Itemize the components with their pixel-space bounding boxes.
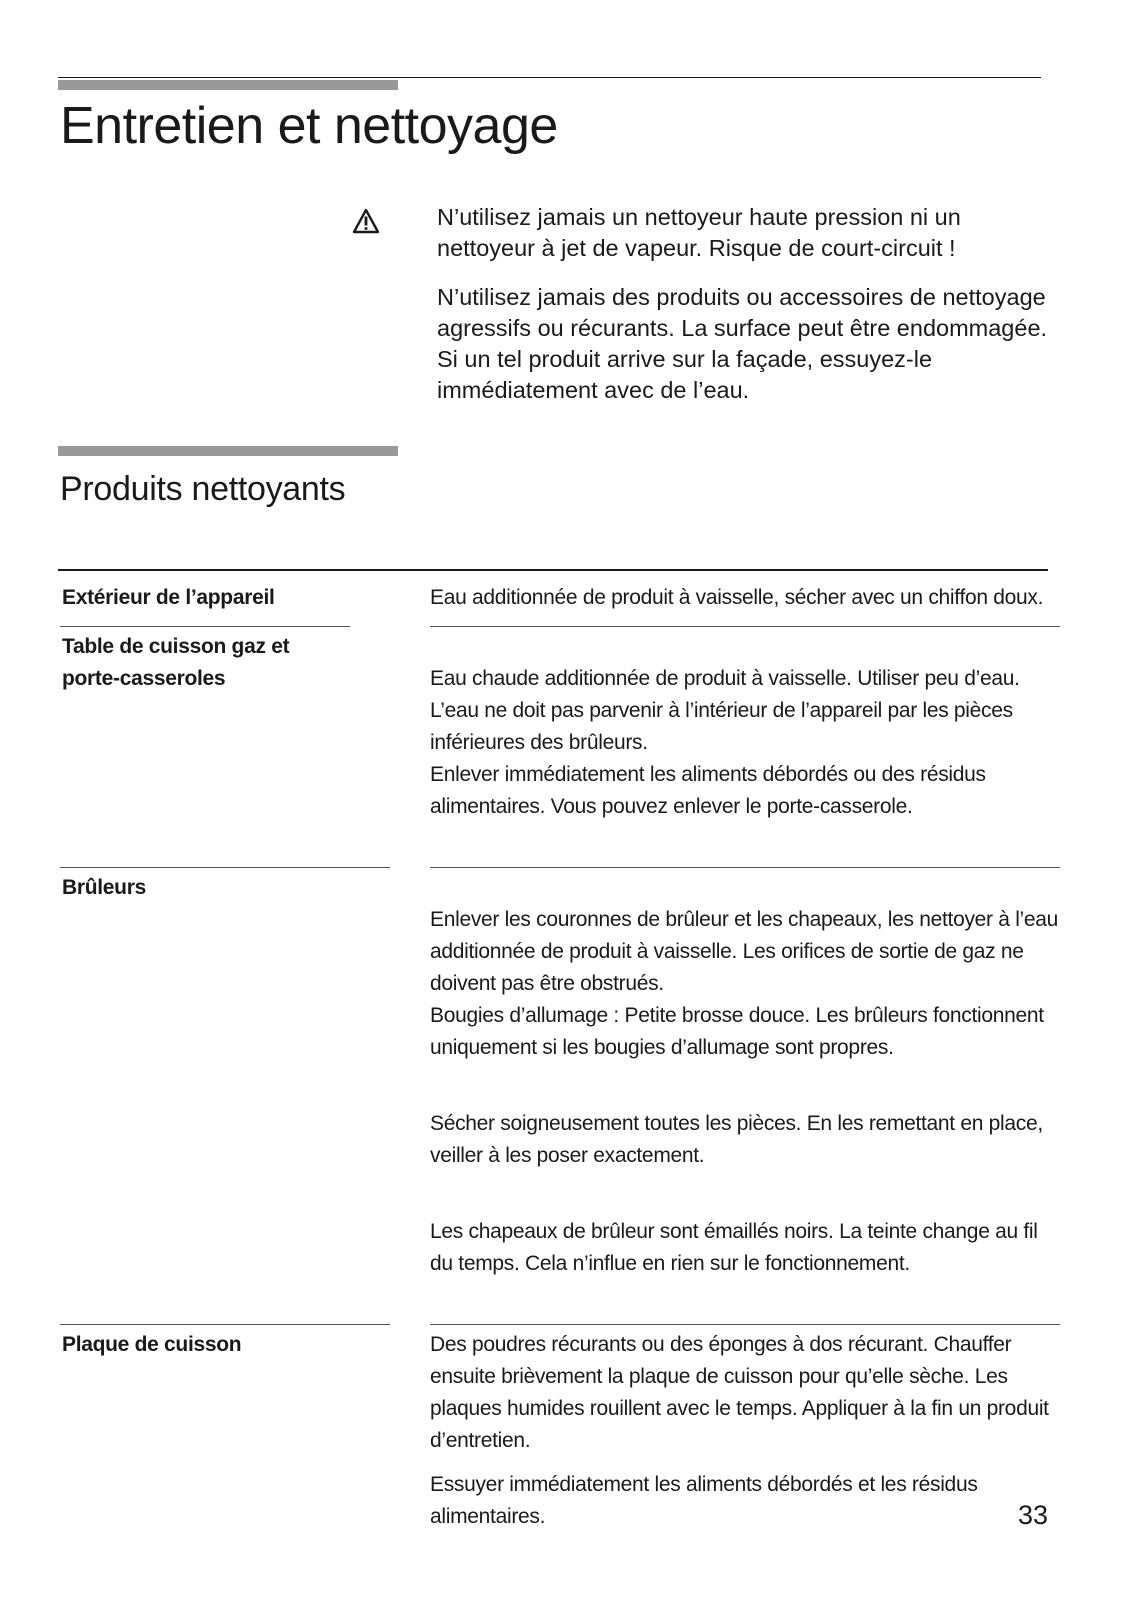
row-description	[430, 626, 1060, 867]
row-paragraph: Sécher soigneusement toutes les pièces. En les remettant en place, veiller à les poser exactement.	[430, 1112, 1043, 1167]
row-paragraph: Essuyer immédiatement les aliments débordés et les résidus alimentaires.	[430, 1473, 978, 1528]
page-number: 33	[1017, 1500, 1048, 1530]
row-label: Brûleurs	[60, 867, 390, 1324]
row-paragraph: Les chapeaux de brûleur sont émaillés noirs. La teinte change au fil du temps. Cela n’influe en rien sur le fonctionnement.	[430, 1220, 1038, 1275]
table-row	[60, 626, 1060, 867]
section-title: Produits nettoyants	[60, 470, 346, 508]
cleaning-products-table	[60, 578, 1060, 1545]
row-description	[430, 1324, 1060, 1545]
warning-block	[437, 202, 1057, 424]
table-top-rule	[58, 569, 1048, 571]
row-label: Table de cuisson gaz et porte-casseroles	[60, 626, 350, 867]
page-title: Entretien et nettoyage	[60, 97, 558, 155]
title-rule	[58, 77, 1041, 78]
warning-paragraph: N’utilisez jamais des produits ou accessoires de nettoyage agressifs ou récurants. La surface peut être endommagée. Si un tel produit arrive sur la façade, essuyez-le immédiatement avec de l’eau.	[437, 284, 1048, 403]
section-accent-bar	[58, 446, 398, 456]
row-label: Plaque de cuisson	[60, 1324, 390, 1545]
warning-triangle-icon	[352, 208, 380, 234]
row-description	[430, 867, 1060, 1324]
row-label: Extérieur de l’appareil	[62, 586, 275, 609]
table-row	[60, 867, 1060, 1324]
row-paragraph: Enlever les couronnes de brûleur et les chapeaux, les nettoyer à l’eau additionnée de produit à vaisselle. Les orifices de sortie de gaz ne doivent pas être obstrués. Bougies d’allumage : Petite brosse douce. Les brûleurs fonctionnent uniquement si les bougies d’allumage sont propres.	[430, 908, 1059, 1059]
row-description	[430, 578, 1060, 626]
table-row	[60, 1324, 1060, 1545]
row-paragraph: Eau additionnée de produit à vaisselle, sécher avec un chiffon doux.	[430, 586, 1044, 609]
row-paragraph: Eau chaude additionnée de produit à vaisselle. Utiliser peu d’eau. L’eau ne doit pas parvenir à l’intérieur de l’appareil par les pièces inférieures des brûleurs. Enlever immédiatement les aliments débordés ou des résidus alimentaires. Vous pouvez enlever le porte-casserole.	[430, 667, 1020, 818]
warning-paragraph: N’utilisez jamais un nettoyeur haute pression ni un nettoyeur à jet de vapeur. Risque de court-circuit !	[437, 204, 961, 261]
table-row	[60, 578, 1060, 626]
title-accent-bar	[58, 80, 398, 90]
row-paragraph: Des poudres récurants ou des éponges à dos récurant. Chauffer ensuite brièvement la plaque de cuisson pour qu’elle sèche. Les plaques humides rouillent avec le temps. Appliquer à la fin un produit d’entretien.	[430, 1333, 1049, 1452]
